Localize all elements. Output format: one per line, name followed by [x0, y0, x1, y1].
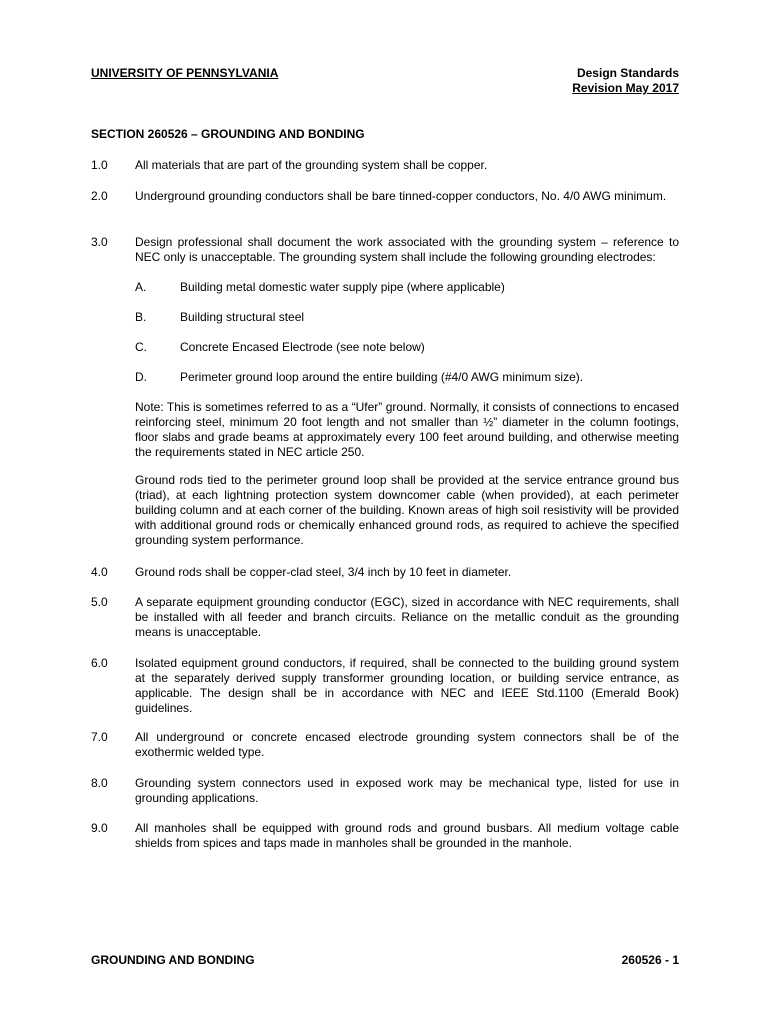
header-revision: Revision May 2017: [572, 81, 679, 95]
sub-item-letter: C.: [135, 340, 147, 354]
item-number: 3.0: [91, 235, 108, 249]
sub-item-text: Perimeter ground loop around the entire building (#4/0 AWG minimum size).: [180, 370, 584, 384]
item-number: 2.0: [91, 189, 108, 203]
item-number: 9.0: [91, 821, 108, 835]
sub-item-text: Concrete Encased Electrode (see note below): [180, 340, 425, 354]
footer-page-number: 260526 - 1: [621, 953, 679, 967]
sub-item-letter: A.: [135, 280, 147, 294]
item-text: All manholes shall be equipped with ground rods and ground busbars. All medium voltage cable shields from spices and taps made in manholes shall be grounded in the manhole.: [135, 821, 679, 850]
note-paragraph: Note: This is sometimes referred to as a “Ufer” ground. Normally, it consists of connections to encased reinforcing steel, minimum 20 foot length and not smaller than ½” diameter in the column footings, floor slabs and grade beams at approximately every 100 feet around building, and otherwise meeting the requirements stated in NEC article 250.: [135, 400, 679, 459]
item-text: Ground rods shall be copper-clad steel, 3/4 inch by 10 feet in diameter.: [135, 565, 512, 579]
sub-item-letter: D.: [135, 370, 147, 384]
item-number: 5.0: [91, 595, 108, 609]
item-text: Isolated equipment ground conductors, if required, shall be connected to the building ground system at the separately derived supply transformer grounding location, or building service entrance, as applicable. The design shall be in accordance with NEC and IEEE Std.1100 (Emerald Book) guidelines.: [135, 656, 679, 715]
sub-item: [135, 340, 679, 355]
header-organization: UNIVERSITY OF PENNSYLVANIA: [91, 66, 279, 80]
item-number: 8.0: [91, 776, 108, 790]
list-item: [91, 158, 679, 173]
sub-item-text: Building structural steel: [180, 310, 305, 324]
list-item: [91, 565, 679, 580]
item-number: 4.0: [91, 565, 108, 579]
section-title: SECTION 260526 – GROUNDING AND BONDING: [91, 127, 365, 141]
list-item: [91, 235, 679, 265]
item-text: A separate equipment grounding conductor (EGC), sized in accordance with NEC requirements, shall be installed with all feeder and branch circuits. Reliance on the metallic conduit as the grounding means is unacceptable.: [135, 595, 679, 639]
sub-item-text: Building metal domestic water supply pipe (where applicable): [180, 280, 505, 294]
item-number: 1.0: [91, 158, 108, 172]
header-doc-type: Design Standards: [576, 66, 679, 80]
list-item: [91, 821, 679, 851]
item-text: Underground grounding conductors shall be bare tinned-copper conductors, No. 4/0 AWG minimum.: [135, 189, 667, 203]
ground-rods-paragraph: Ground rods tied to the perimeter ground loop shall be provided at the service entrance ground bus (triad), at each lightning protection system downcomer cable (when provided), at each perimeter building column and at each corner of the building. Known areas of high soil resistivity will be provided with additional ground rods or chemically enhanced ground rods, as required to achieve the specified grounding system performance.: [135, 473, 679, 547]
sub-item: [135, 310, 679, 325]
sub-item: [135, 280, 679, 295]
item-text: All materials that are part of the grounding system shall be copper.: [135, 158, 488, 172]
list-item: [91, 730, 679, 760]
footer-title: GROUNDING AND BONDING: [91, 953, 255, 967]
list-item: [91, 595, 679, 640]
list-item: [91, 189, 679, 204]
item-number: 6.0: [91, 656, 108, 670]
item-number: 7.0: [91, 730, 108, 744]
list-item: [91, 656, 679, 716]
sub-item: [135, 370, 679, 385]
item-text: All underground or concrete encased electrode grounding system connectors shall be of the exothermic welded type.: [135, 730, 679, 759]
list-item: [91, 776, 679, 806]
item-text: Design professional shall document the work associated with the grounding system – reference to NEC only is unacceptable. The grounding system shall include the following grounding electrodes:: [135, 235, 679, 264]
item-text: Grounding system connectors used in exposed work may be mechanical type, listed for use in grounding applications.: [135, 776, 679, 805]
sub-item-letter: B.: [135, 310, 147, 324]
